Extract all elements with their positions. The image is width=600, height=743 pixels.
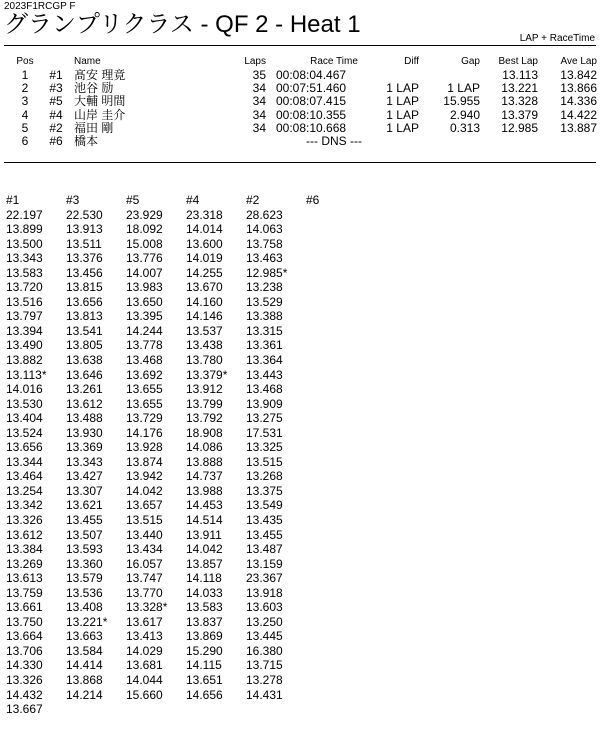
lap-time: 13.603	[246, 600, 283, 615]
lap-time: 13.983	[126, 280, 163, 295]
result-ave-lap: 13.866	[560, 81, 597, 96]
lap-time: 16.380	[246, 643, 283, 658]
lap-time: 13.928	[126, 440, 163, 455]
lap-time: 13.750	[6, 614, 43, 629]
results-rule	[4, 162, 596, 163]
lap-time: 18.092	[126, 222, 163, 237]
lap-time: 13.913	[66, 222, 103, 237]
lap-time: 13.646	[66, 367, 103, 382]
result-gap: 2.940	[449, 107, 480, 122]
result-ave-lap: 13.842	[560, 68, 597, 82]
lap-time: 13.799	[186, 396, 223, 411]
lap-time: 13.529	[246, 294, 283, 309]
result-diff: 1 LAP	[386, 107, 419, 122]
lap-time: 13.667	[6, 702, 43, 717]
lap-time: 13.379*	[186, 367, 228, 382]
lap-time: 14.115	[186, 658, 222, 673]
lap-time: 13.612	[66, 396, 103, 411]
lap-time: 13.364	[246, 352, 283, 367]
result-gap: 15.955	[443, 94, 480, 109]
result-driver-name: 髙安 理竟	[74, 68, 126, 82]
lap-time: 13.268	[246, 469, 283, 484]
lap-time: 13.326	[6, 673, 43, 687]
lap-time: 13.857	[186, 556, 223, 571]
lap-time: 13.326	[6, 512, 43, 527]
lap-time: 14.453	[186, 498, 223, 513]
lap-time: 13.238	[246, 280, 283, 295]
lap-time: 13.874	[126, 454, 163, 469]
result-car-number: #5	[49, 94, 63, 109]
lap-time: 14.063	[246, 222, 283, 237]
lap-time: 14.432	[6, 687, 43, 702]
result-car-number: #3	[49, 81, 63, 96]
lap-time: 13.912	[186, 382, 223, 397]
lap-time: 23.367	[246, 571, 283, 586]
lap-time: 13.427	[66, 469, 103, 484]
lap-time: 13.511	[66, 236, 102, 251]
result-pos: 5	[21, 120, 29, 135]
lap-time: 13.376	[66, 251, 103, 266]
col-pos-header: Pos	[16, 56, 34, 67]
lap-time: 13.463	[246, 251, 283, 266]
col-racetime-header: Race Time	[310, 56, 358, 67]
lap-time: 13.882	[6, 352, 43, 367]
lap-time: 13.942	[126, 469, 163, 484]
header-rule	[4, 45, 596, 46]
lap-time: 15.290	[186, 643, 223, 658]
results-table	[4, 56, 598, 148]
lap-time: 13.328*	[126, 600, 168, 615]
lap-time: 13.758	[246, 236, 283, 251]
lap-time: 13.487	[246, 542, 283, 557]
lap-time: 13.445	[246, 629, 283, 644]
lap-time: 14.244	[126, 323, 163, 338]
lap-time: 13.988	[186, 483, 223, 498]
lap-time: 23.318	[186, 207, 223, 222]
lap-time: 14.146	[186, 309, 223, 324]
lap-time: 13.455	[66, 512, 103, 527]
lap-time: 13.617	[126, 614, 163, 629]
lap-time: 13.692	[126, 367, 163, 382]
lap-time: 13.747	[126, 571, 163, 586]
lap-time: 13.434	[126, 542, 163, 557]
result-row	[4, 95, 598, 108]
lap-time: 13.549	[246, 498, 283, 513]
lap-time: 13.490	[6, 338, 43, 353]
lap-time: 13.805	[66, 338, 103, 353]
lap-time: 13.657	[126, 498, 163, 513]
lap-time: 13.384	[6, 542, 43, 557]
results-header-row	[4, 56, 598, 68]
lap-time: 14.016	[6, 382, 43, 397]
lap-time: 13.315	[246, 323, 283, 338]
lap-time: 13.342	[6, 498, 43, 513]
lap-time: 13.278	[246, 673, 283, 687]
display-mode-label: LAP + RaceTime	[519, 33, 595, 44]
lap-times-grid	[6, 193, 566, 739]
lap-time: 13.656	[6, 440, 43, 455]
lap-time: 13.729	[126, 411, 163, 426]
result-best-lap: 13.113	[502, 68, 538, 82]
lap-time: 13.395	[126, 309, 163, 324]
lap-time: 15.008	[126, 236, 163, 251]
lap-time: 13.438	[186, 338, 223, 353]
lap-column-header: #6	[306, 193, 320, 207]
lap-time: 13.468	[126, 352, 163, 367]
lap-time: 13.770	[126, 585, 163, 600]
lap-column-header: #3	[66, 193, 80, 207]
lap-time: 13.468	[246, 382, 283, 397]
lap-time: 14.431	[246, 687, 283, 702]
lap-time: 13.275	[246, 411, 283, 426]
lap-time: 14.176	[126, 425, 163, 440]
lap-time: 13.638	[66, 352, 103, 367]
lap-time: 13.464	[6, 469, 43, 484]
lap-time: 13.813	[66, 309, 103, 324]
lap-time: 13.776	[126, 251, 163, 266]
lap-time: 14.414	[66, 658, 103, 673]
lap-time: 14.042	[126, 483, 163, 498]
result-race-time: 00:08:04.467	[276, 68, 347, 82]
lap-time: 14.014	[186, 222, 223, 237]
lap-time: 13.435	[246, 512, 283, 527]
lap-time: 14.656	[186, 687, 223, 702]
result-row	[4, 109, 598, 122]
lap-time: 13.613	[6, 571, 43, 586]
lap-time: 28.623	[246, 207, 283, 222]
lap-time: 13.488	[66, 411, 103, 426]
result-ave-lap: 14.336	[560, 94, 597, 109]
lap-time: 14.033	[186, 585, 223, 600]
lap-time: 13.584	[66, 643, 103, 658]
lap-column-header: #5	[126, 193, 140, 207]
lap-time: 13.681	[126, 658, 163, 673]
lap-time: 14.086	[186, 440, 223, 455]
lap-time: 17.531	[246, 425, 283, 440]
lap-time: 13.261	[66, 382, 103, 397]
lap-time: 13.930	[66, 425, 103, 440]
result-diff: 1 LAP	[386, 120, 419, 135]
result-pos: 1	[21, 68, 29, 82]
lap-time: 13.655	[126, 396, 163, 411]
lap-column	[6, 193, 66, 717]
lap-time: 13.621	[66, 498, 103, 513]
lap-time: 13.524	[6, 425, 43, 440]
lap-time: 13.516	[6, 294, 43, 309]
lap-time: 18.908	[186, 425, 223, 440]
lap-time: 13.778	[126, 338, 163, 353]
lap-time: 14.019	[186, 251, 223, 266]
lap-time: 13.720	[6, 280, 43, 295]
result-diff: 1 LAP	[386, 81, 419, 96]
lap-time: 13.655	[126, 382, 163, 397]
lap-time: 14.160	[186, 294, 223, 309]
result-driver-name: 池谷 励	[74, 81, 114, 96]
lap-time: 13.579	[66, 571, 103, 586]
lap-time: 13.456	[66, 265, 103, 280]
lap-column-header: #4	[186, 193, 200, 207]
lap-time: 13.507	[66, 527, 103, 542]
lap-time: 14.255	[186, 265, 223, 280]
page-title: グランプリクラス - QF 2 - Heat 1	[4, 11, 361, 38]
lap-time: 13.612	[6, 527, 43, 542]
lap-time: 13.360	[66, 556, 103, 571]
lap-time: 13.515	[246, 454, 283, 469]
col-bestlap-header: Best Lap	[498, 56, 538, 67]
lap-time: 13.911	[186, 527, 222, 542]
result-car-number: #6	[49, 133, 63, 148]
lap-time: 13.888	[186, 454, 223, 469]
lap-time: 13.440	[126, 527, 163, 542]
result-gap: 1 LAP	[447, 81, 480, 96]
lap-time: 13.394	[6, 323, 43, 338]
result-laps: 34	[252, 94, 266, 109]
lap-time: 12.985*	[246, 265, 288, 280]
lap-time: 13.343	[66, 454, 103, 469]
series-name: 2023F1RCGP F	[4, 1, 76, 12]
lap-time: 13.651	[186, 673, 223, 687]
result-car-number: #4	[49, 107, 63, 122]
lap-time: 22.197	[6, 207, 43, 222]
lap-time: 13.909	[246, 396, 283, 411]
col-avelap-header: Ave Lap	[560, 56, 597, 67]
result-race-time: 00:08:10.355	[276, 107, 347, 122]
lap-time: 13.600	[186, 236, 223, 251]
lap-time: 22.530	[66, 207, 103, 222]
lap-time: 13.670	[186, 280, 223, 295]
result-car-number: #1	[49, 68, 63, 82]
result-driver-name: 大輔 明間	[74, 94, 126, 109]
result-driver-name: 橋本	[74, 133, 99, 148]
lap-time: 13.780	[186, 352, 223, 367]
lap-time: 13.537	[186, 323, 223, 338]
result-pos: 6	[21, 133, 29, 148]
lap-time: 13.792	[186, 411, 223, 426]
lap-time: 13.918	[246, 585, 283, 600]
lap-time: 14.737	[186, 469, 223, 484]
result-ave-lap: 14.422	[560, 107, 597, 122]
lap-time: 13.455	[246, 527, 283, 542]
lap-time: 14.330	[6, 658, 43, 673]
result-race-time: 00:07:51.460	[276, 81, 347, 96]
lap-time: 13.343	[6, 251, 43, 266]
lap-time: 14.118	[186, 571, 222, 586]
lap-time: 13.837	[186, 614, 223, 629]
lap-time: 13.541	[66, 323, 103, 338]
lap-column-header: #1	[6, 193, 20, 207]
col-name-header: Name	[74, 56, 101, 67]
lap-time: 13.650	[126, 294, 163, 309]
result-diff: 1 LAP	[386, 94, 419, 109]
col-gap-header: Gap	[461, 56, 480, 67]
result-pos: 3	[21, 94, 29, 109]
lap-time: 14.042	[186, 542, 223, 557]
lap-time: 13.369	[66, 440, 103, 455]
lap-time: 13.408	[66, 600, 103, 615]
result-laps: 35	[252, 68, 266, 82]
lap-time: 13.325	[246, 440, 283, 455]
result-driver-name: 福田 剛	[74, 120, 114, 135]
lap-time: 13.221*	[66, 614, 108, 629]
col-diff-header: Diff	[404, 56, 419, 67]
result-pos: 4	[21, 107, 29, 122]
lap-column	[306, 193, 366, 208]
lap-time: 13.307	[66, 483, 103, 498]
lap-time: 13.269	[6, 556, 43, 571]
result-row-dns	[4, 135, 598, 148]
lap-time: 13.899	[6, 222, 43, 237]
lap-time: 13.250	[246, 614, 283, 629]
result-laps: 34	[252, 107, 266, 122]
lap-time: 13.361	[246, 338, 283, 353]
lap-time: 14.029	[126, 643, 163, 658]
lap-time: 13.404	[6, 411, 43, 426]
result-race-time: 00:08:10.668	[276, 120, 347, 135]
lap-time: 16.057	[126, 556, 163, 571]
lap-time: 13.443	[246, 367, 283, 382]
result-best-lap: 13.379	[501, 107, 538, 122]
result-gap: 0.313	[449, 120, 480, 135]
result-ave-lap: 13.887	[560, 120, 597, 135]
result-dns-status: --- DNS ---	[306, 133, 362, 148]
lap-time: 14.214	[66, 687, 103, 702]
lap-time: 13.759	[6, 585, 43, 600]
lap-time: 14.044	[126, 673, 163, 687]
lap-time: 13.706	[6, 643, 43, 658]
lap-time: 13.593	[66, 542, 103, 557]
lap-time: 15.660	[126, 687, 163, 702]
lap-time: 13.344	[6, 454, 43, 469]
lap-time: 13.159	[246, 556, 283, 571]
result-best-lap: 12.985	[501, 120, 538, 135]
lap-column	[66, 193, 126, 702]
lap-time: 23.929	[126, 207, 163, 222]
result-laps: 34	[252, 120, 266, 135]
lap-time: 13.715	[246, 658, 283, 673]
result-best-lap: 13.221	[501, 81, 538, 96]
lap-time: 13.113*	[6, 367, 47, 382]
lap-time: 13.664	[6, 629, 43, 644]
lap-time: 13.868	[66, 673, 103, 687]
lap-time: 13.663	[66, 629, 103, 644]
lap-time: 13.869	[186, 629, 223, 644]
lap-column	[246, 193, 306, 702]
lap-column	[126, 193, 186, 702]
result-driver-name: 山岸 圭介	[74, 107, 126, 122]
result-row	[4, 122, 598, 135]
lap-time: 13.583	[186, 600, 223, 615]
result-best-lap: 13.328	[501, 94, 538, 109]
result-race-time: 00:08:07.415	[276, 94, 347, 109]
lap-column	[186, 193, 246, 702]
lap-time: 14.514	[186, 512, 223, 527]
lap-time: 14.007	[126, 265, 163, 280]
lap-time: 13.536	[66, 585, 103, 600]
lap-column-header: #2	[246, 193, 260, 207]
lap-time: 13.583	[6, 265, 43, 280]
lap-time: 13.413	[126, 629, 163, 644]
lap-time: 13.500	[6, 236, 43, 251]
col-laps-header: Laps	[244, 56, 266, 67]
result-laps: 34	[252, 81, 266, 96]
lap-time: 13.656	[66, 294, 103, 309]
lap-time: 13.661	[6, 600, 43, 615]
lap-time: 13.375	[246, 483, 283, 498]
lap-time: 13.254	[6, 483, 43, 498]
lap-time: 13.530	[6, 396, 43, 411]
lap-time: 13.515	[126, 512, 163, 527]
lap-time: 13.815	[66, 280, 103, 295]
lap-time: 13.388	[246, 309, 283, 324]
result-pos: 2	[21, 81, 29, 96]
result-car-number: #2	[49, 120, 63, 135]
lap-time: 13.797	[6, 309, 43, 324]
